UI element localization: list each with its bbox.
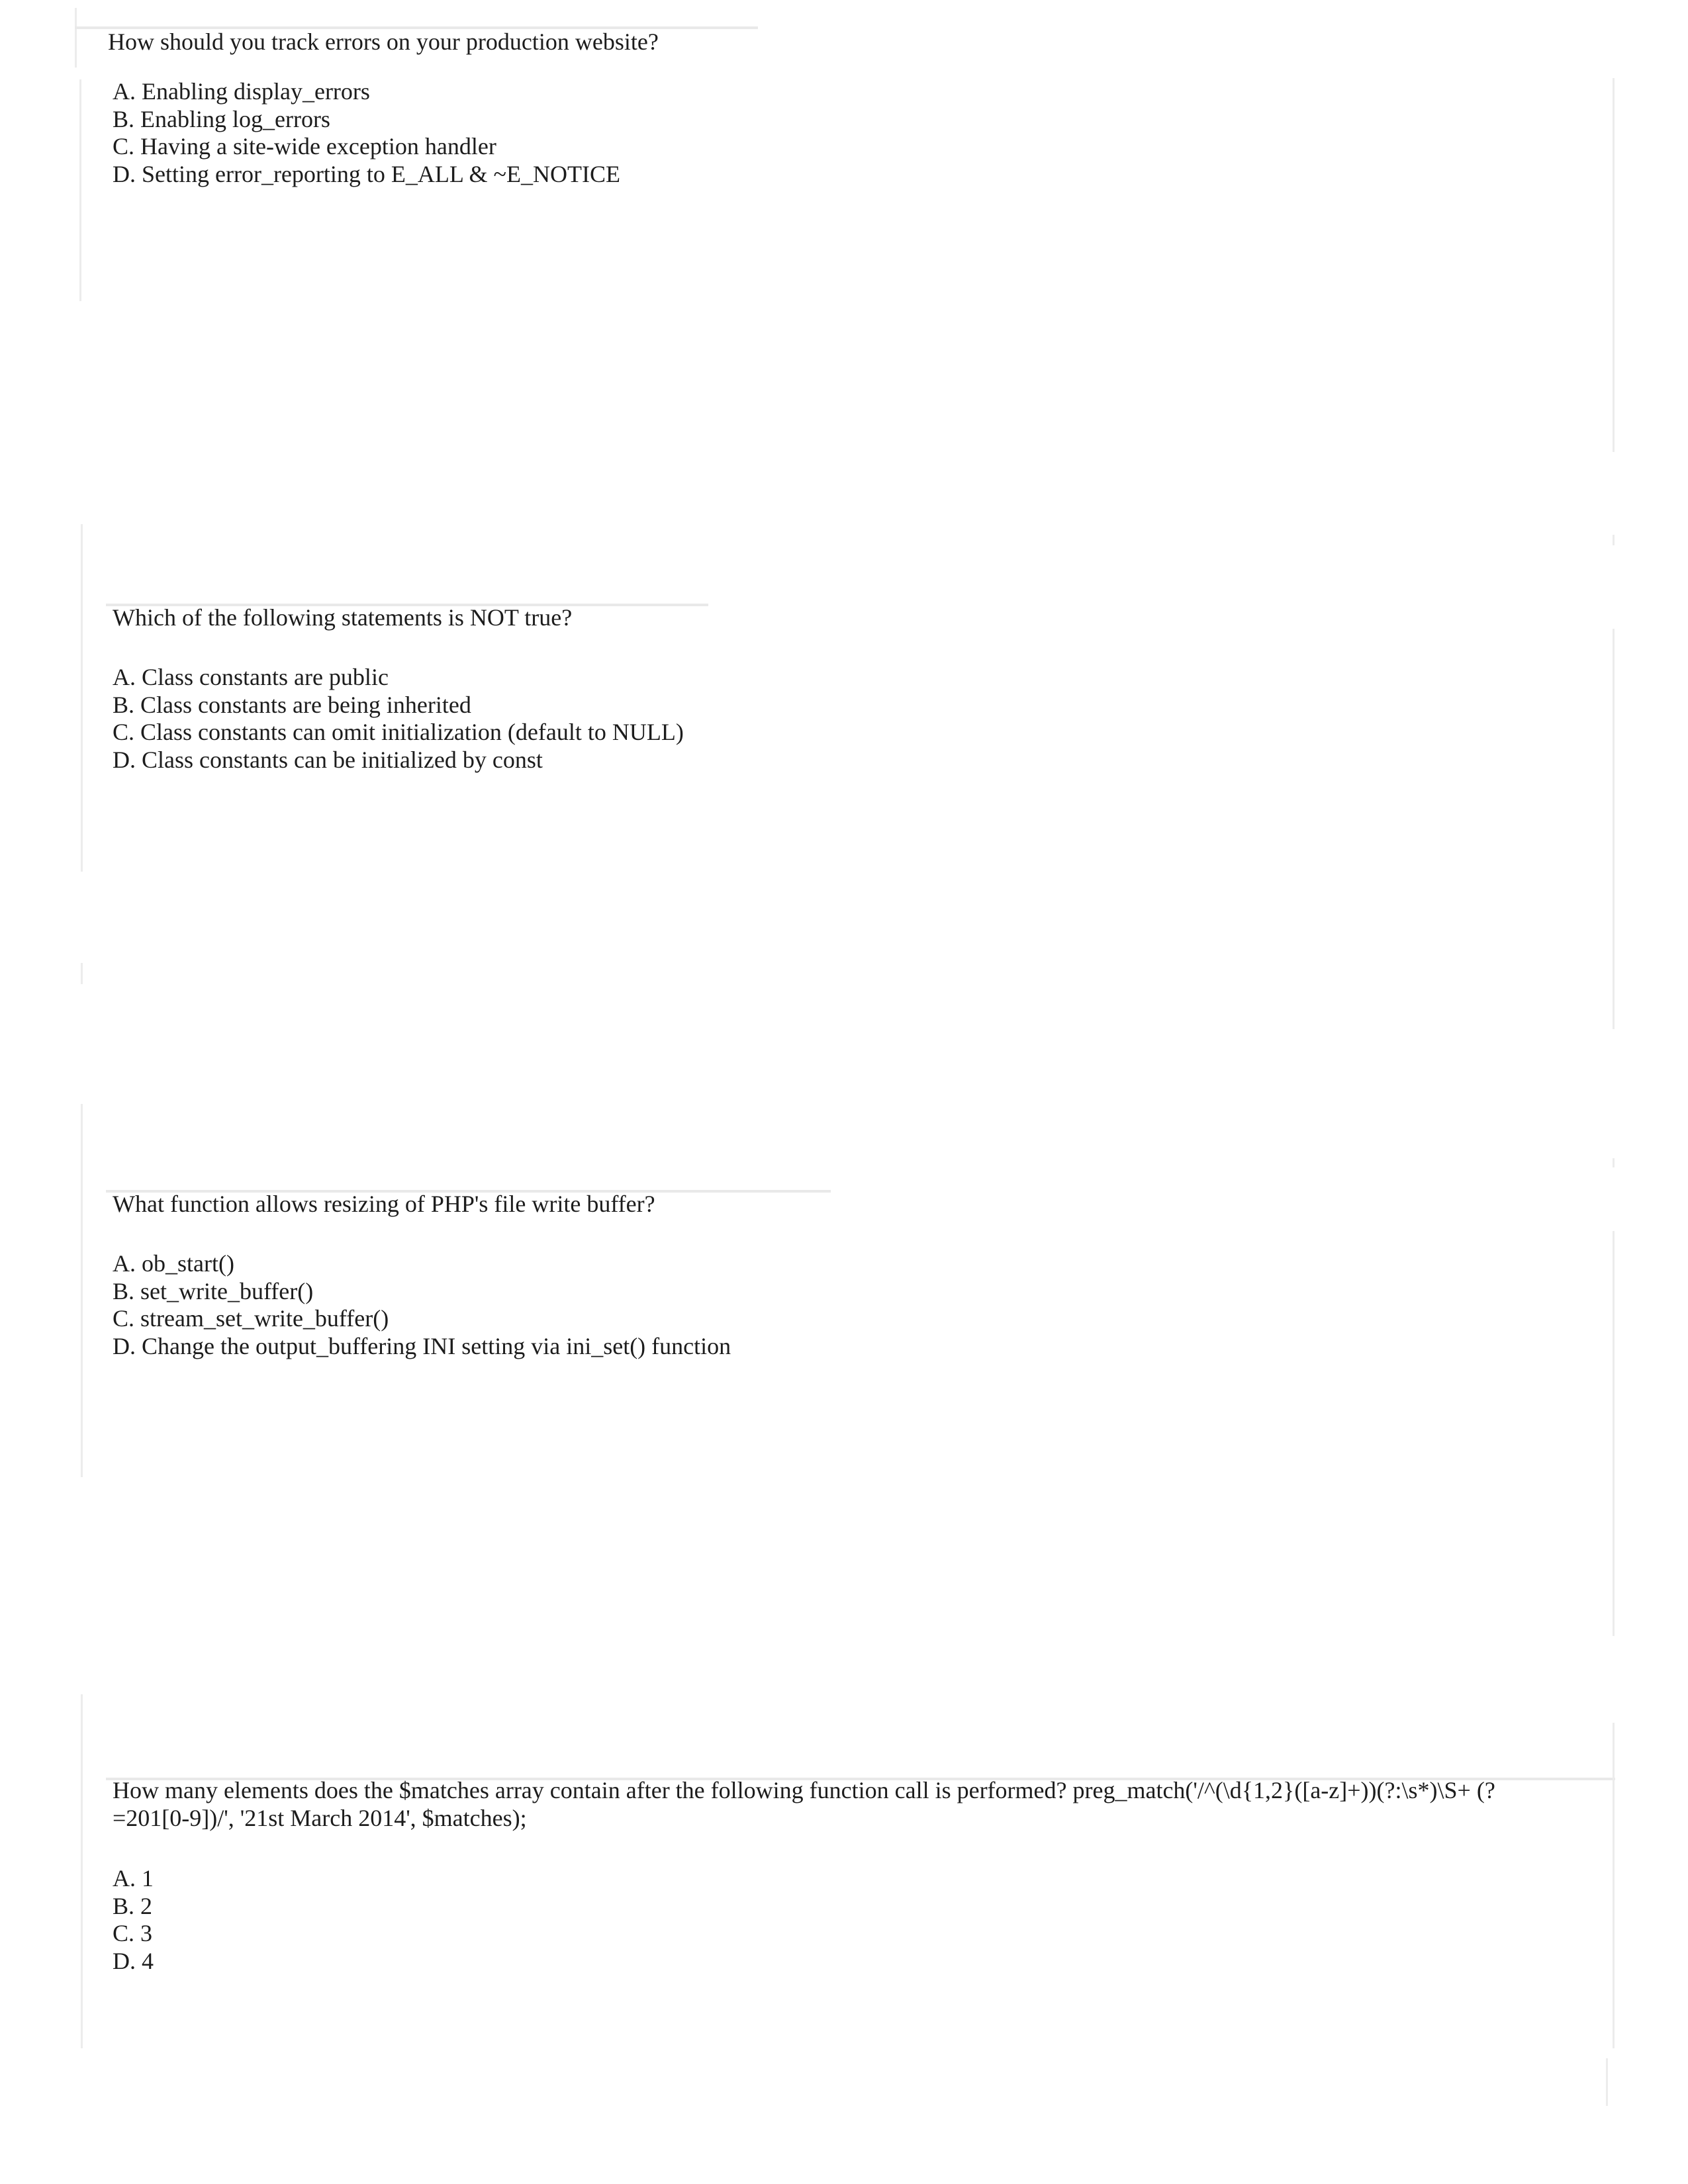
right-border-line [1613, 1231, 1615, 1636]
answer-option-d: D. 4 [113, 1947, 154, 1974]
question-text-line-1: How many elements does the $matches array contain after the following function call is performed? preg_match('/^(\d{1,2}([a-z]+))(?:\s*)\S+ (? [113, 1777, 1495, 1803]
question-text [113, 1776, 1495, 1832]
left-border-line [75, 8, 77, 68]
question-text-line-2: =201[0-9])/', '21st March 2014', $matches); [113, 1805, 527, 1831]
right-border-line [1613, 1723, 1615, 2048]
answer-options [113, 1250, 731, 1360]
answer-option-b: B. Class constants are being inherited [113, 691, 471, 718]
left-border-line [81, 524, 83, 872]
answer-option-a: A. Class constants are public [113, 664, 389, 690]
answer-options [113, 1865, 154, 1975]
answer-option-b: B. set_write_buffer() [113, 1277, 314, 1304]
question-text: How should you track errors on your production website? [108, 28, 659, 55]
answer-option-a: A. Enabling display_errors [113, 78, 370, 105]
answer-option-d: D. Class constants can be initialized by const [113, 746, 543, 773]
question-text: Which of the following statements is NOT true? [113, 604, 573, 631]
right-border-line [1613, 1158, 1615, 1167]
answer-option-c: C. stream_set_write_buffer() [113, 1305, 389, 1332]
answer-option-c: C. 3 [113, 1920, 153, 1946]
left-border-line [81, 963, 83, 984]
right-border-line [1613, 78, 1615, 452]
answer-option-d: D. Setting error_reporting to E_ALL & ~E_NOTICE [113, 160, 620, 187]
answer-options [113, 664, 684, 774]
question-text: What function allows resizing of PHP's file write buffer? [113, 1191, 655, 1217]
answer-option-d: D. Change the output_buffering INI setting via ini_set() function [113, 1332, 731, 1359]
answer-option-c: C. Having a site-wide exception handler [113, 133, 496, 159]
left-border-line [79, 79, 81, 301]
answer-option-c: C. Class constants can omit initialization (default to NULL) [113, 719, 684, 745]
answer-option-b: B. Enabling log_errors [113, 105, 330, 132]
right-border-line [1613, 535, 1615, 545]
answer-option-b: B. 2 [113, 1892, 153, 1919]
answer-option-a: A. 1 [113, 1865, 154, 1891]
answer-options [113, 78, 620, 188]
left-border-line [81, 1694, 83, 2048]
right-border-line [1613, 629, 1615, 1029]
answer-option-a: A. ob_start() [113, 1250, 234, 1277]
left-border-line [81, 1104, 83, 1477]
right-border-line [1606, 2058, 1608, 2106]
